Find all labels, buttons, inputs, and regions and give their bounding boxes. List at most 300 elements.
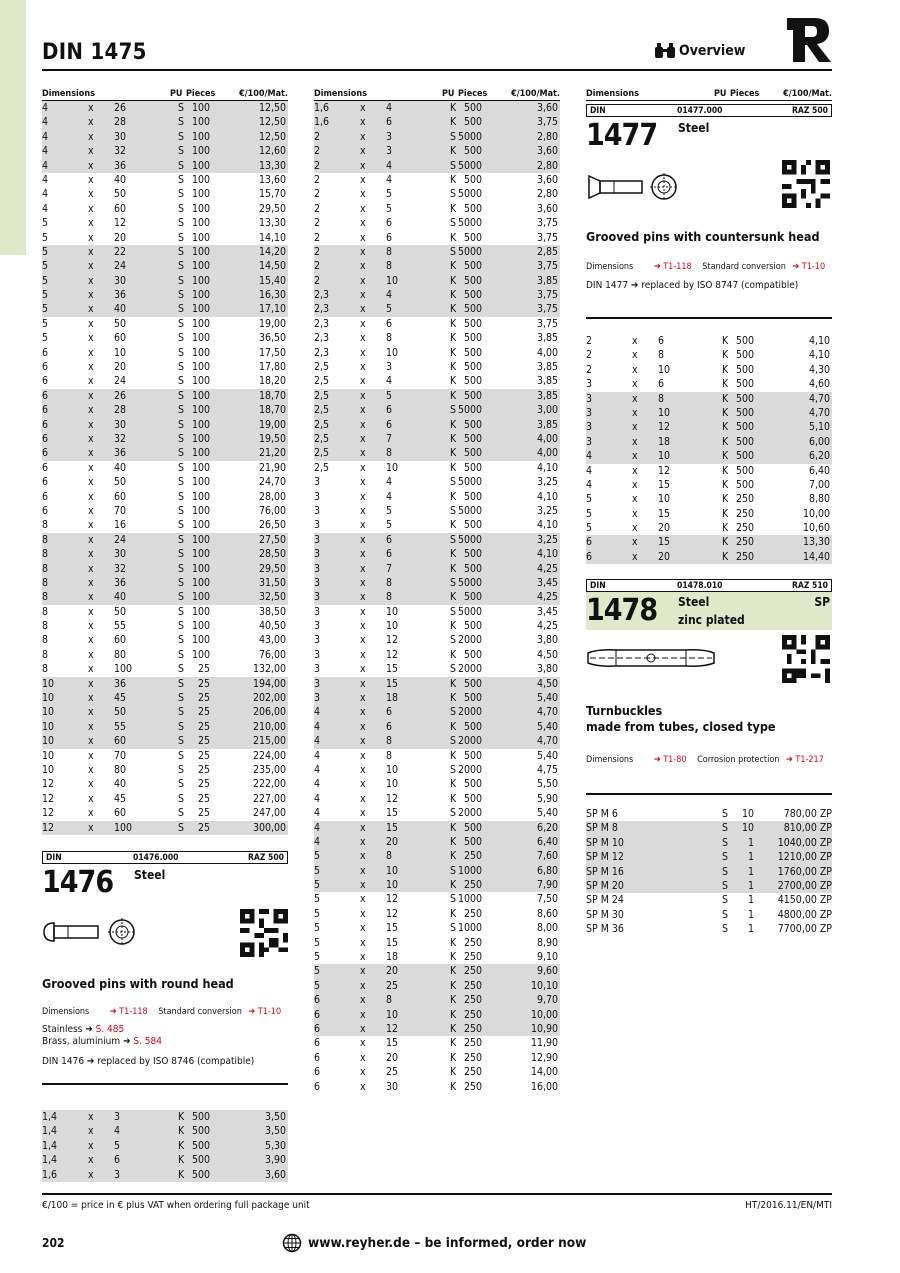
product-number: 1478 [586,593,658,628]
pieces: 100 [191,159,210,172]
dimensions-link[interactable]: ➔ T1-80 [653,755,687,765]
pu: S [178,274,184,287]
dim-a: 4 [314,792,321,805]
price: 28,00 [258,490,286,503]
product-1476-table [42,1110,288,1182]
dim-x: x [88,418,94,431]
table-row [314,418,560,432]
dim-a: 3 [314,591,321,604]
price: 1040,00 ZP [777,836,832,849]
price: 14,50 [258,260,286,273]
dim-b: 45 [114,792,127,805]
pieces: 500 [463,145,482,158]
pieces: 500 [735,378,754,391]
dim-x: x [360,562,366,575]
dim-x: x [632,349,638,362]
dim-b: 6 [386,418,393,431]
pu: K [450,562,457,575]
pieces: 500 [463,389,482,402]
price: 40,50 [258,620,286,633]
dim-b: 22 [114,245,127,258]
pu: S [178,620,184,633]
table-row [314,274,560,288]
dim-b: 4 [386,476,393,489]
table-row [42,144,288,158]
dim-a: 6 [42,346,49,359]
dim-a: 2,5 [314,432,330,445]
dim-x: x [360,1023,366,1035]
product-heading-1: Turnbuckles [586,703,663,718]
product-number: 1476 [42,865,114,900]
dim-b: 10 [386,864,399,877]
dim-a: 4 [314,749,321,762]
price: 14,40 [802,550,830,563]
pieces: 1000 [457,893,482,906]
pieces: 100 [191,116,210,129]
dim-b: 6 [386,404,393,417]
dim-a: 5 [42,274,49,287]
table-row [42,734,288,748]
dim-b: 10 [658,406,671,419]
price: 4,10 [536,461,558,474]
pieces: 500 [463,821,482,834]
dim-b: 3 [386,361,393,374]
pieces: 500 [735,450,754,463]
pieces: 500 [463,375,482,388]
pieces: 100 [191,418,210,431]
dim-b: 8 [386,447,393,460]
material: Steel [134,868,166,882]
dim-b: 20 [386,835,399,848]
table-row [42,187,288,201]
table-row [314,187,560,201]
table-row [42,1153,288,1167]
dim-a: 5 [586,522,593,535]
dim-x: x [360,706,366,719]
corrosion-protection-link[interactable]: ➔ T1-217 [786,755,824,765]
pieces: 2000 [457,807,482,820]
pu: S [178,361,184,374]
size: SP M 16 [586,865,624,878]
dim-b: 36 [114,289,127,302]
dim-b: 32 [114,432,127,445]
table-row [586,334,832,348]
pieces: 100 [191,576,210,589]
pieces: 500 [191,1139,210,1152]
dim-x: x [88,202,94,215]
pieces: 250 [463,965,482,978]
table-row [314,950,560,964]
pu: S [178,447,184,460]
dim-a: 4 [586,478,593,491]
pieces: 250 [463,1051,482,1064]
dim-a: 2 [314,188,321,201]
pu: K [450,994,457,1007]
pu: S [178,289,184,302]
table-row [42,763,288,777]
table-row [314,821,560,835]
pieces: 2000 [457,763,482,776]
pu: K [450,835,457,848]
dim-a: 4 [314,763,321,776]
dim-b: 24 [114,533,127,546]
stainless-link[interactable]: S. 485 [95,1024,125,1035]
pu: S [450,706,456,719]
pu: K [450,1080,457,1093]
pieces: 500 [463,692,482,705]
dim-a: 2 [314,274,321,287]
pu: S [178,188,184,201]
table-row [314,331,560,345]
pieces: 100 [191,591,210,604]
dim-x: x [632,450,638,463]
pu: S [450,245,456,258]
pieces: 1 [747,851,754,864]
table-row [586,377,832,391]
dim-a: 5 [314,922,321,935]
table-row [314,231,560,245]
dim-x: x [88,692,94,705]
dim-b: 10 [386,346,399,359]
dim-b: 40 [114,303,127,316]
table-row [586,406,832,420]
table-row [314,936,560,950]
price: 10,00 [802,507,830,520]
pieces: 100 [191,274,210,287]
price: 4,50 [536,648,558,661]
dim-b: 6 [386,720,393,733]
pu: K [722,507,729,520]
table-row [42,202,288,216]
dim-b: 15 [386,936,399,949]
article-code: 01476.000 [133,853,179,863]
pieces: 25 [197,763,210,776]
dim-a: 4 [314,706,321,719]
price: 9,60 [536,965,558,978]
dim-a: 2,5 [314,375,330,388]
pieces: 100 [191,648,210,661]
dim-x: x [360,922,366,935]
dim-b: 12 [386,634,399,647]
pieces: 100 [191,490,210,503]
header-price: €/100/Mat. [783,89,832,99]
table-column-2 [314,87,560,1094]
pieces: 5000 [457,605,482,618]
pieces: 250 [463,1037,482,1050]
pu: S [178,145,184,158]
overview-link[interactable] [654,43,745,59]
dim-a: 5 [314,951,321,964]
pu: K [450,519,457,532]
website-link[interactable] [282,1233,586,1253]
dim-x: x [360,504,366,517]
dim-b: 10 [658,363,671,376]
table-row [314,562,560,576]
table-row [42,245,288,259]
dim-b: 55 [114,720,127,733]
header-pieces: Pieces [730,89,760,99]
dim-x: x [360,1066,366,1079]
dim-x: x [88,591,94,604]
price: 5,40 [536,692,558,705]
pieces: 250 [735,536,754,549]
dim-b: 10 [114,346,127,359]
brass-link[interactable]: S. 584 [133,1036,162,1047]
dim-x: x [88,749,94,762]
pieces: 500 [463,231,482,244]
dim-x: x [88,821,94,834]
dim-a: 2,5 [314,361,330,374]
price: 12,50 [258,116,286,129]
pu: K [450,821,457,834]
pu: K [722,550,729,563]
dim-a: 1,4 [42,1125,58,1138]
table-row [586,807,832,821]
dim-x: x [360,634,366,647]
pieces: 500 [463,461,482,474]
dim-x: x [88,763,94,776]
price: 5,40 [536,720,558,733]
dim-b: 12 [386,792,399,805]
table-row [586,836,832,850]
dim-a: 2,3 [314,346,330,359]
dim-a: 10 [42,692,55,705]
price: 6,00 [808,435,830,448]
dim-b: 4 [386,159,393,172]
dim-x: x [360,202,366,215]
dim-x: x [360,907,366,920]
price: 10,60 [802,522,830,535]
table-row [42,648,288,662]
dim-x: x [360,821,366,834]
dimensions-link[interactable]: ➔ T1-118 [109,1007,148,1017]
pu: K [450,173,457,186]
pu: S [450,159,456,172]
price: 222,00 [252,778,286,791]
price: 3,60 [536,202,558,215]
dim-x: x [632,493,638,506]
pu: K [178,1125,185,1138]
table-row [314,1080,560,1094]
dim-x: x [88,461,94,474]
pieces: 500 [735,363,754,376]
table-row [586,521,832,535]
table-row [314,648,560,662]
dim-x: x [632,507,638,520]
table-row [314,346,560,360]
pu: S [178,173,184,186]
pu: K [450,447,457,460]
dim-b: 32 [114,562,127,575]
dim-x: x [632,421,638,434]
dim-x: x [88,346,94,359]
dim-a: 5 [314,965,321,978]
price: 3,85 [536,389,558,402]
pu: S [178,821,184,834]
pu: S [178,217,184,230]
price: 4,75 [536,763,558,776]
price: 76,00 [258,648,286,661]
turnbuckle-icon [586,645,716,671]
dim-b: 30 [114,548,127,561]
table-row [42,662,288,676]
pu: S [178,260,184,273]
dim-a: 3 [314,634,321,647]
price: 3,75 [536,217,558,230]
table-row [586,464,832,478]
price: 4800,00 ZP [777,908,832,921]
pu: K [450,461,457,474]
pieces: 500 [463,792,482,805]
dim-a: 4 [586,450,593,463]
dim-b: 8 [386,260,393,273]
pieces: 100 [191,605,210,618]
dim-a: 4 [42,173,49,186]
dim-b: 8 [386,332,393,345]
table-row [42,590,288,604]
dim-b: 7 [386,432,393,445]
dim-a: 4 [42,102,49,114]
qr-code[interactable] [240,909,288,957]
price: 7,90 [536,879,558,892]
table-row [314,892,560,906]
price: 18,70 [258,404,286,417]
pu: K [450,979,457,992]
table-row [314,993,560,1007]
table-row [586,550,832,564]
dimensions-link[interactable]: ➔ T1-118 [653,262,692,272]
dim-a: 5 [586,507,593,520]
dim-a: 3 [314,648,321,661]
dim-b: 20 [114,231,127,244]
dim-x: x [360,965,366,978]
dim-a: 3 [314,533,321,546]
pu: S [178,432,184,445]
dim-a: 5 [42,217,49,230]
pu: S [450,864,456,877]
pu: K [450,389,457,402]
price: 21,90 [258,461,286,474]
dim-x: x [88,389,94,402]
dim-a: 8 [42,605,49,618]
dim-x: x [88,706,94,719]
pieces: 25 [197,720,210,733]
dim-a: 1,4 [42,1154,58,1167]
dim-x: x [88,432,94,445]
dim-b: 15 [386,922,399,935]
pieces: 500 [463,303,482,316]
price: 76,00 [258,504,286,517]
pieces: 5000 [457,504,482,517]
dim-a: 4 [314,807,321,820]
dim-a: 8 [42,533,49,546]
pu: S [722,894,728,907]
pu: S [450,476,456,489]
dim-b: 60 [114,735,127,748]
price: 7,50 [536,893,558,906]
table-row [314,302,560,316]
pieces: 25 [197,692,210,705]
pieces: 500 [463,720,482,733]
table-row [314,432,560,446]
dim-x: x [360,951,366,964]
table-row [314,216,560,230]
qr-code[interactable] [782,160,830,208]
header-rule [42,69,832,71]
pu: K [722,478,729,491]
pieces: 5000 [457,217,482,230]
header-pieces: Pieces [186,89,216,99]
price: 4,00 [536,447,558,460]
dim-b: 3 [114,1168,121,1181]
pieces: 250 [463,907,482,920]
dim-x: x [632,464,638,477]
price: 3,00 [536,404,558,417]
dim-x: x [360,447,366,460]
header-pu: PU [442,89,455,99]
dim-b: 15 [658,478,671,491]
dim-a: 10 [42,706,55,719]
dim-b: 6 [114,1154,121,1167]
pieces: 500 [735,464,754,477]
price: 3,85 [536,375,558,388]
stainless-label: Stainless ➔ [42,1024,93,1035]
dim-a: 2,5 [314,404,330,417]
pieces: 500 [463,432,482,445]
pieces: 25 [197,821,210,834]
dim-b: 6 [386,116,393,129]
dim-a: 6 [42,361,49,374]
price: 3,60 [536,102,558,114]
dim-a: 2,3 [314,289,330,302]
dim-a: 10 [42,749,55,762]
dim-b: 20 [386,1051,399,1064]
dim-a: 10 [42,763,55,776]
price: 12,50 [258,130,286,143]
dim-b: 30 [114,130,127,143]
pieces: 500 [463,519,482,532]
dim-b: 15 [386,821,399,834]
table-row [586,535,832,549]
table-row [42,749,288,763]
price: 12,90 [530,1051,558,1064]
table-row [314,245,560,259]
material: Steel [678,121,710,135]
price: 3,90 [264,1154,286,1167]
table-row [42,173,288,187]
chapter-tab [0,0,26,255]
dim-a: 3 [314,605,321,618]
standard-conversion-link[interactable]: ➔ T1-10 [792,262,826,272]
pieces: 1000 [457,922,482,935]
price: 10,00 [530,1008,558,1021]
price: 202,00 [252,692,286,705]
dim-a: 5 [42,303,49,316]
dim-b: 10 [386,274,399,287]
table-header [42,87,288,101]
price: 235,00 [252,763,286,776]
pu: K [450,361,457,374]
dim-a: 12 [42,821,55,834]
standard-conversion-link[interactable]: ➔ T1-10 [248,1007,282,1017]
price: 3,75 [536,231,558,244]
table-row [314,1036,560,1050]
raz-code: RAZ 500 [792,106,828,116]
dim-b: 28 [114,404,127,417]
table-row [42,691,288,705]
qr-code[interactable] [782,635,830,683]
article-code: 01478.010 [677,581,723,591]
